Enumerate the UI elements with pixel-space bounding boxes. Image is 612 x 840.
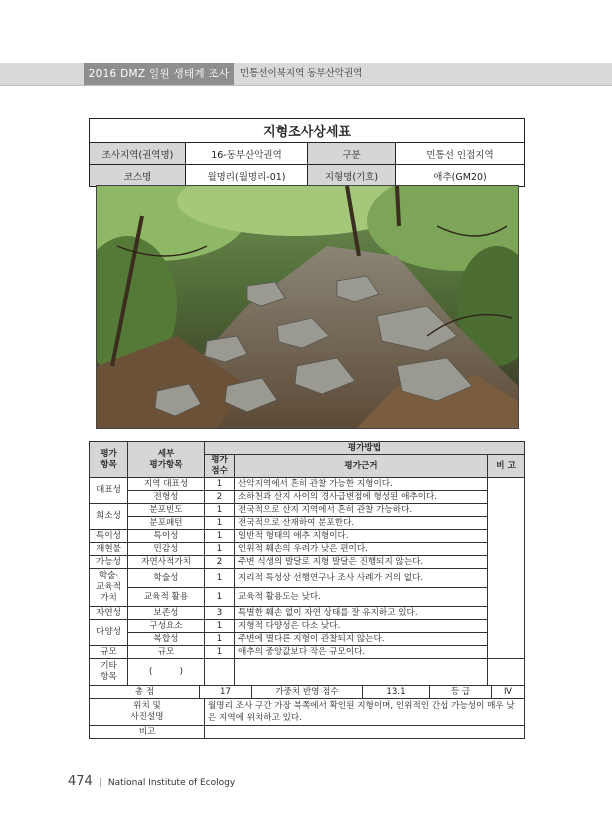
other-note bbox=[488, 659, 525, 686]
row-basis: 지리적 특성상 선행연구나 조사 사례가 거의 없다. bbox=[235, 569, 488, 588]
totals-row bbox=[90, 686, 525, 699]
row-score: 3 bbox=[205, 607, 235, 620]
total-label: 총 점 bbox=[90, 686, 200, 698]
row-subitem: 자연사적가치 bbox=[128, 556, 205, 569]
row-item: 규모 bbox=[90, 646, 128, 659]
row-item: 특이성 bbox=[90, 530, 128, 543]
header-eval-method: 평가방법 bbox=[205, 442, 525, 455]
running-header-chapter: 민통선이북지역 동부산악권역 bbox=[240, 68, 363, 79]
row-basis: 일반적 형태의 애추 지형이다. bbox=[235, 530, 488, 543]
row-basis: 전국적으로 산지 지역에서 흔히 관찰 가능하다. bbox=[235, 504, 488, 517]
row-basis: 지형적 다양성은 다소 낮다. bbox=[235, 620, 488, 633]
table-row bbox=[90, 588, 525, 607]
weighted-value: 13.1 bbox=[363, 686, 430, 698]
zone-label: 구분 bbox=[308, 143, 396, 165]
table-row bbox=[90, 646, 525, 659]
row-item: 대표성 bbox=[90, 478, 128, 504]
row-score: 1 bbox=[205, 633, 235, 646]
row-item: 희소성 bbox=[90, 504, 128, 530]
row-basis: 주변 식생의 발달로 지형 발달은 진행되지 않는다. bbox=[235, 556, 488, 569]
other-item: 기타 항목 bbox=[90, 659, 128, 686]
evaluation-table bbox=[89, 441, 525, 739]
location-text: 월명리 조사 구간 가장 북쪽에서 확인된 지형이며, 인위적인 간섭 가능성이 매우 낮은 지역에 위치하고 있다. bbox=[205, 699, 525, 726]
location-row bbox=[90, 699, 525, 726]
remarks-value bbox=[205, 726, 525, 739]
table-row-other bbox=[90, 659, 525, 686]
total-value: 17 bbox=[200, 686, 252, 698]
row-score: 1 bbox=[205, 530, 235, 543]
table-row bbox=[90, 633, 525, 646]
other-basis bbox=[235, 659, 488, 686]
table-row bbox=[90, 556, 525, 569]
footer-separator: | bbox=[98, 778, 102, 788]
row-score: 1 bbox=[205, 517, 235, 530]
row-subitem: 보존성 bbox=[128, 607, 205, 620]
table-row bbox=[90, 607, 525, 620]
row-score: 1 bbox=[205, 588, 235, 607]
location-label: 위치 및 사진설명 bbox=[90, 699, 205, 726]
site-photo bbox=[96, 185, 519, 429]
row-note bbox=[488, 478, 525, 659]
row-score: 2 bbox=[205, 491, 235, 504]
row-subitem: 규모 bbox=[128, 646, 205, 659]
header-eval-item: 평가 항목 bbox=[90, 442, 128, 478]
table-row bbox=[90, 504, 525, 517]
table-row bbox=[90, 620, 525, 633]
row-basis: 인위적 훼손의 우려가 낮은 편이다. bbox=[235, 543, 488, 556]
row-score: 1 bbox=[205, 543, 235, 556]
row-basis: 교육적 활용도는 낮다. bbox=[235, 588, 488, 607]
row-basis: 주변에 별다른 지형이 관찰되지 않는다. bbox=[235, 633, 488, 646]
row-basis: 특별한 훼손 없이 자연 상태를 잘 유지하고 있다. bbox=[235, 607, 488, 620]
row-basis: 산악지역에서 흔히 관찰 가능한 지형이다. bbox=[235, 478, 488, 491]
row-item: 자연성 bbox=[90, 607, 128, 620]
running-header-book-title: 2016 DMZ 일원 생태계 조사 bbox=[84, 63, 234, 85]
row-subitem: 교육적 활용 bbox=[128, 588, 205, 607]
totals-cell bbox=[90, 686, 525, 699]
table-row bbox=[90, 478, 525, 491]
row-subitem: 지역 대표성 bbox=[128, 478, 205, 491]
region-value: 16-동부산악권역 bbox=[186, 143, 308, 165]
landform-value: 애추(GM20) bbox=[396, 165, 525, 187]
table-row bbox=[90, 569, 525, 588]
row-subitem: 복합성 bbox=[128, 633, 205, 646]
row-score: 1 bbox=[205, 504, 235, 517]
row-subitem: 분포빈도 bbox=[128, 504, 205, 517]
remarks-label: 비고 bbox=[90, 726, 205, 739]
header-eval-subitem: 세부 평가항목 bbox=[128, 442, 205, 478]
header-divider bbox=[0, 85, 612, 86]
row-score: 1 bbox=[205, 646, 235, 659]
table-row bbox=[90, 543, 525, 556]
row-score: 1 bbox=[205, 620, 235, 633]
other-subitem: ( ) bbox=[128, 659, 205, 686]
grade-value: Ⅳ bbox=[504, 687, 512, 697]
zone-value: 민통선 인접지역 bbox=[396, 143, 525, 165]
weighted-label: 가중치 반영 점수 bbox=[252, 686, 363, 698]
row-item: 다양성 bbox=[90, 620, 128, 646]
course-value: 월명리(월명리-01) bbox=[186, 165, 308, 187]
row-basis: 애추의 중앙값보다 작은 규모이다. bbox=[235, 646, 488, 659]
landform-label: 지형명(기호) bbox=[308, 165, 396, 187]
other-score bbox=[205, 659, 235, 686]
table-row bbox=[90, 491, 525, 504]
header-score: 평가 점수 bbox=[205, 455, 235, 478]
table-title: 지형조사상세표 bbox=[90, 119, 525, 143]
survey-info-table bbox=[89, 118, 525, 187]
row-subitem: 전형성 bbox=[128, 491, 205, 504]
row-score: 1 bbox=[205, 478, 235, 491]
publisher-name: National Institute of Ecology bbox=[107, 778, 236, 788]
table-row bbox=[90, 530, 525, 543]
row-basis: 전국적으로 산재하여 분포한다. bbox=[235, 517, 488, 530]
row-score: 2 bbox=[205, 556, 235, 569]
row-item: 재현불 bbox=[90, 543, 128, 556]
row-item: 가능성 bbox=[90, 556, 128, 569]
row-subitem: 학술성 bbox=[128, 569, 205, 588]
course-label: 코스명 bbox=[90, 165, 186, 187]
row-item: 학술· 교육적 가치 bbox=[90, 569, 128, 607]
row-subitem: 구성요소 bbox=[128, 620, 205, 633]
header-basis: 평가근거 bbox=[235, 455, 488, 478]
page-footer bbox=[68, 774, 235, 789]
table-row bbox=[90, 517, 525, 530]
grade-label: 등 급 bbox=[430, 686, 492, 698]
remarks-row bbox=[90, 726, 525, 739]
page-number: 474 bbox=[68, 774, 93, 789]
row-subitem: 민감성 bbox=[128, 543, 205, 556]
row-basis: 소하천과 산지 사이의 경사급변점에 형성된 애추이다. bbox=[235, 491, 488, 504]
row-score: 1 bbox=[205, 569, 235, 588]
row-subitem: 분포패턴 bbox=[128, 517, 205, 530]
header-note: 비 고 bbox=[488, 455, 525, 478]
row-subitem: 특이성 bbox=[128, 530, 205, 543]
region-label: 조사지역(권역명) bbox=[90, 143, 186, 165]
